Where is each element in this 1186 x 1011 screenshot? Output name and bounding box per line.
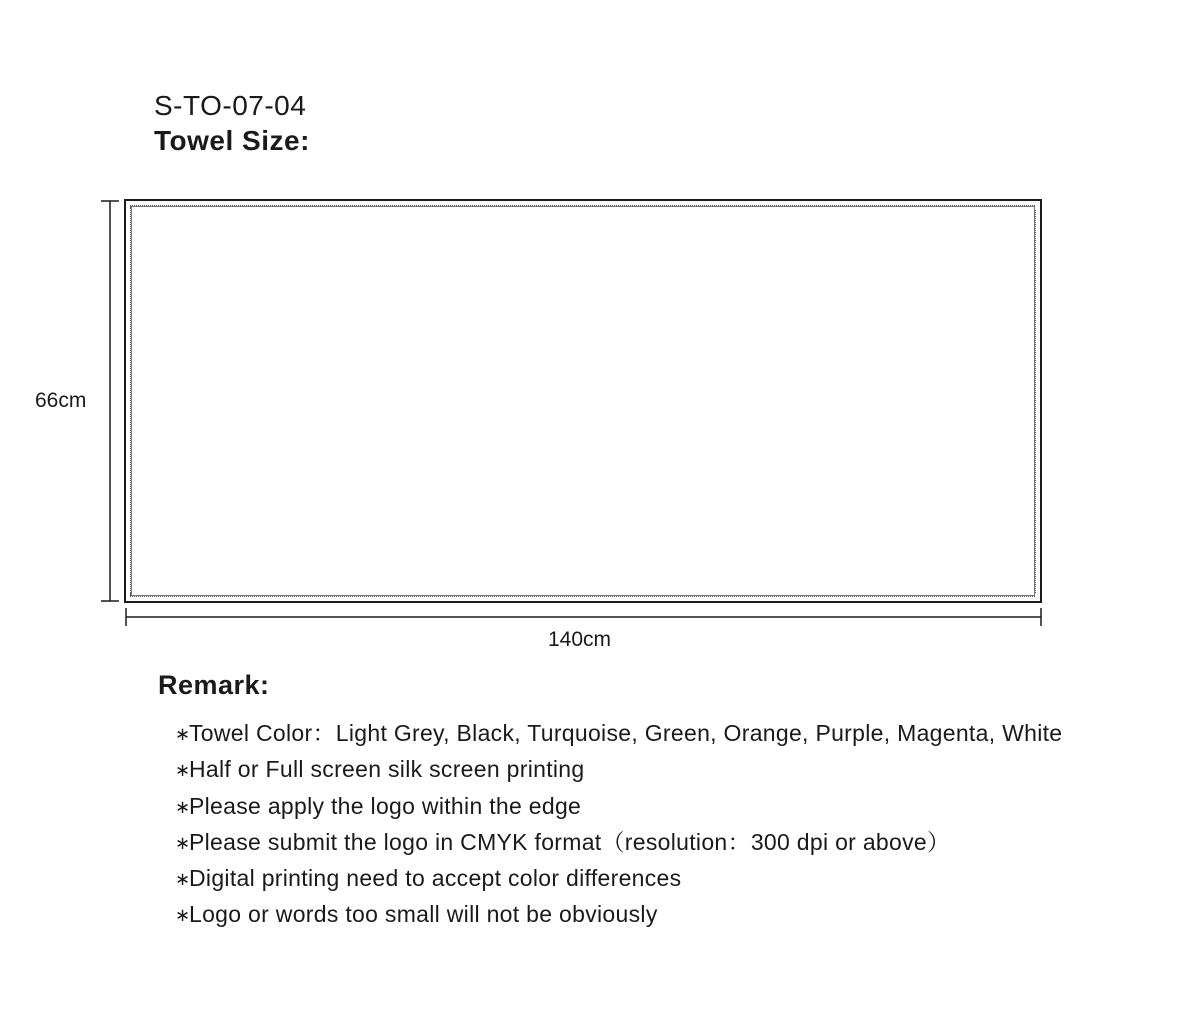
bullet-icon: ∗ [175,832,191,853]
bullet-icon: ∗ [175,724,191,744]
remark-item [175,825,1062,861]
bullet-icon: ∗ [175,905,191,926]
remark-item [175,716,1062,752]
remark-item-text: Towel Color：Light Grey, Black, Turquoise, Green, Orange, Purple, Magenta, White [189,720,1063,746]
remark-item-text: Logo or words too small will not be obviously [189,901,658,928]
towel-print-area [131,206,1035,596]
product-code: S-TO-07-04 [154,90,307,121]
remark-item-text: Half or Full screen silk screen printing [189,756,585,783]
bullet-icon: ∗ [175,796,191,817]
height-label: 66cm [35,389,87,412]
remark-item [175,789,1062,825]
width-label: 140cm [548,628,612,651]
towel-size-title: Towel Size: [154,125,310,156]
remark-item-text: Please submit the logo in CMYK format（resolution：300 dpi or above） [189,828,951,855]
remark-list [175,716,1062,934]
towel-outline [124,199,1042,603]
remark-item-text: Please apply the logo within the edge [189,792,582,819]
bullet-icon: ∗ [175,760,191,781]
bullet-icon: ∗ [175,869,191,890]
remark-item [175,861,1062,897]
remark-item [175,752,1062,788]
remark-item [175,897,1062,933]
remark-item-text: Digital printing need to accept color differences [189,865,682,892]
remark-title: Remark: [158,670,270,700]
